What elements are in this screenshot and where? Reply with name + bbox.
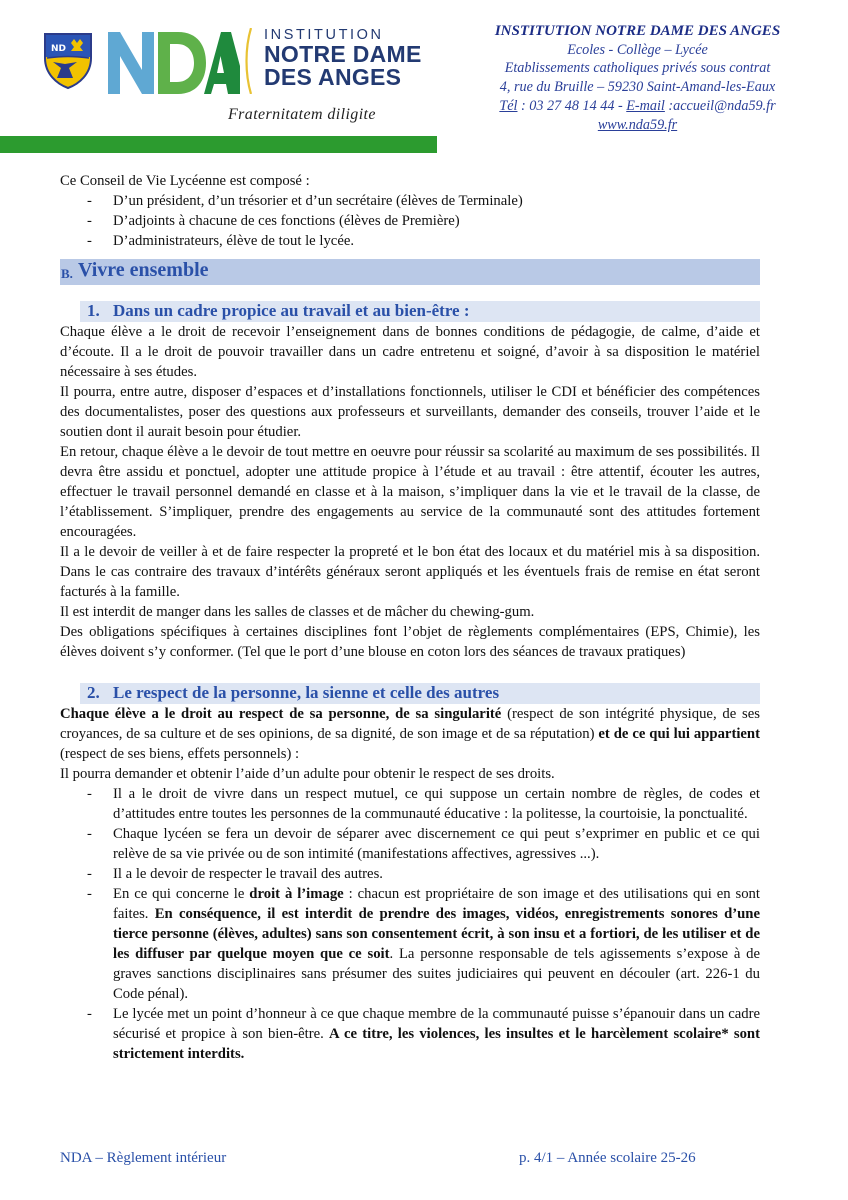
email-label: E-mail xyxy=(626,97,665,114)
bold-text: A ce titre, les violences, les insultes et le harcèlement scolaire* sont strictement interdits. xyxy=(113,1026,760,1062)
subsection-title: Dans un cadre propice au travail et au bien-être : xyxy=(113,301,470,320)
section-heading-b xyxy=(60,259,760,285)
logo-line-notre-dame: NOTRE DAME xyxy=(264,41,422,67)
logo-wordmark xyxy=(264,27,422,89)
svg-text:ND: ND xyxy=(51,44,67,54)
intro-text: Ce Conseil de Vie Lycéenne est composé : xyxy=(60,173,310,189)
text: En ce qui concerne le xyxy=(113,886,250,902)
footer-left: NDA – Règlement intérieur xyxy=(60,1150,227,1166)
paragraph: Il pourra, entre autre, disposer d’espaces et d’installations fonctionnels, utiliser le CDI et bénéficier des compétences des documentalistes, poser des questions aux professeurs et surveillants, demander des conseils, trouver l’aide et le soutien dont il aurait besoin pour étudier. xyxy=(60,384,760,440)
list-item: - Il a le devoir de respecter le travail des autres. xyxy=(60,864,760,884)
logo-divider xyxy=(245,28,253,94)
intro-list xyxy=(60,191,760,251)
coat-of-arms-icon xyxy=(43,32,93,90)
paragraph: Il est interdit de manger dans les salles de classes et de mâcher du chewing-gum. xyxy=(60,604,535,620)
website-link[interactable]: www.nda59.fr xyxy=(597,116,678,133)
text: Le lycée met un point d’honneur à ce que chaque membre de la communauté puisse s’épanouir dans un cadre sécurisé et propice à son bien-être. xyxy=(113,1006,760,1042)
header-green-bar xyxy=(0,136,437,153)
list-item: - D’administrateurs, élève de tout le lycée. xyxy=(60,231,760,251)
main-content xyxy=(60,171,760,1064)
paragraph-rights xyxy=(60,704,760,764)
footer-page-number: p. 4/1 – Année scolaire 25-26 xyxy=(519,1150,696,1166)
section-prefix: B. xyxy=(61,266,73,281)
rights-list xyxy=(60,784,760,1064)
tel-label: Tél xyxy=(499,97,518,114)
paragraph: Il pourra demander et obtenir l’aide d’un adulte pour obtenir le respect de ses droits. xyxy=(60,766,555,782)
text: . La personne responsable de tels agissements s’expose à de graves sanctions disciplinaires sans présumer des suites judiciaires qui peuvent en découler (art. 226-1 du Code pénal). xyxy=(113,946,760,1002)
paragraph: Il a le devoir de veiller à et de faire respecter la propreté et le bon état des locaux et du matériel mis à sa disposition. Dans le cas contraire des travaux d’intérêts généraux seront appliqués et les éventuels frais de remise en état seront facturés à la famille. xyxy=(60,544,760,600)
motto: Fraternitatem diligite xyxy=(228,106,376,123)
list-item: - D’adjoints à chacune de ces fonctions (élèves de Première) xyxy=(60,211,760,231)
contact-levels: Ecoles - Collège – Lycée xyxy=(567,41,708,58)
subsection-title: Le respect de la personne, la sienne et celle des autres xyxy=(113,683,500,702)
section-title: Vivre ensemble xyxy=(78,259,209,281)
subsection-number: 2. xyxy=(87,683,100,702)
contact-phone-email xyxy=(460,97,815,116)
list-item-image-rights xyxy=(60,884,760,1004)
contact-block xyxy=(460,22,815,134)
nda-logo-icon xyxy=(108,26,240,96)
bold-text: et de ce qui lui appartient xyxy=(598,726,760,742)
institution-name: INSTITUTION NOTRE DAME DES ANGES xyxy=(494,23,781,39)
tel-value: : 03 27 48 14 44 - xyxy=(517,97,627,114)
email-value[interactable]: :accueil@nda59.fr xyxy=(664,97,776,114)
logo-line-institution: INSTITUTION xyxy=(264,27,384,43)
contact-address: 4, rue du Bruille – 59230 Saint-Amand-les-Eaux xyxy=(499,79,776,96)
bold-text: Chaque élève a le droit au respect de sa personne, de sa singularité xyxy=(60,706,502,722)
logo-line-des-anges: DES ANGES xyxy=(264,64,402,90)
subsection-heading-1 xyxy=(80,301,760,322)
list-item-wellbeing xyxy=(60,1004,760,1064)
list-item: - Chaque lycéen se fera un devoir de séparer avec discernement ce qui peut s’exprimer en public et ce qui relève de sa vie privée ou de son intimité (manifestations affectives, agressives ...). xyxy=(60,824,760,864)
paragraph: Chaque élève a le droit de recevoir l’enseignement dans de bonnes conditions de pédagogie, de calme, d’aide et d’écoute. Il a le droit de pouvoir travailler dans un cadre entretenu et soigné, d’avoir à sa disposition le matériel nécessaire à ses études. xyxy=(60,324,760,380)
paragraph: Des obligations spécifiques à certaines disciplines font l’objet de règlements complémentaires (EPS, Chimie), les élèves doivent s’y conformer. (Tel que le port d’une blouse en coton lors des séances de travaux pratiques) xyxy=(60,624,760,660)
bold-text: En conséquence, il est interdit de prendre des images, vidéos, enregistrements sonores d’une tierce personne (élèves, adultes) sans son consentement écrit, à son insu et a fortiori, de les utiliser et de les diffuser par quelque moyen que ce soit xyxy=(113,906,760,962)
subsection-heading-2 xyxy=(80,683,760,704)
bold-text: droit à l’image xyxy=(249,886,344,902)
paragraph: En retour, chaque élève a le devoir de tout mettre en oeuvre pour réussir sa scolarité au maximum de ses possibilités. Il devra être assidu et ponctuel, adopter une attitude propice à l’étude et au travail : être attentif, écouter les autres, effectuer le travail personnel demandé en classe et à la maison, s’impliquer dans la vie et le travail de la classe, de l’établissement. S’impliquer, prendre des engagements au service de la communauté sont des attitudes fortement encouragées. xyxy=(60,444,760,540)
list-item: - D’un président, d’un trésorier et d’un secrétaire (élèves de Terminale) xyxy=(60,191,760,211)
text: (respect de son intégrité physique, de ses croyances, de sa culture et de ses opinions, de sa dignité, de son image et de sa réputation) xyxy=(60,706,760,742)
text: : chacun est propriétaire de son image et des utilisations qui en sont faites. xyxy=(113,886,760,922)
subsection-number: 1. xyxy=(87,301,100,320)
list-item: - Il a le droit de vivre dans un respect mutuel, ce qui suppose un certain nombre de règles, de codes et d’attitudes entre toutes les personnes de la communauté éducative : la politesse, la courtoisie, la ponctualité. xyxy=(60,784,760,824)
text: (respect de ses biens, effets personnels) : xyxy=(60,746,300,762)
contact-status: Etablissements catholiques privés sous contrat xyxy=(504,60,771,77)
